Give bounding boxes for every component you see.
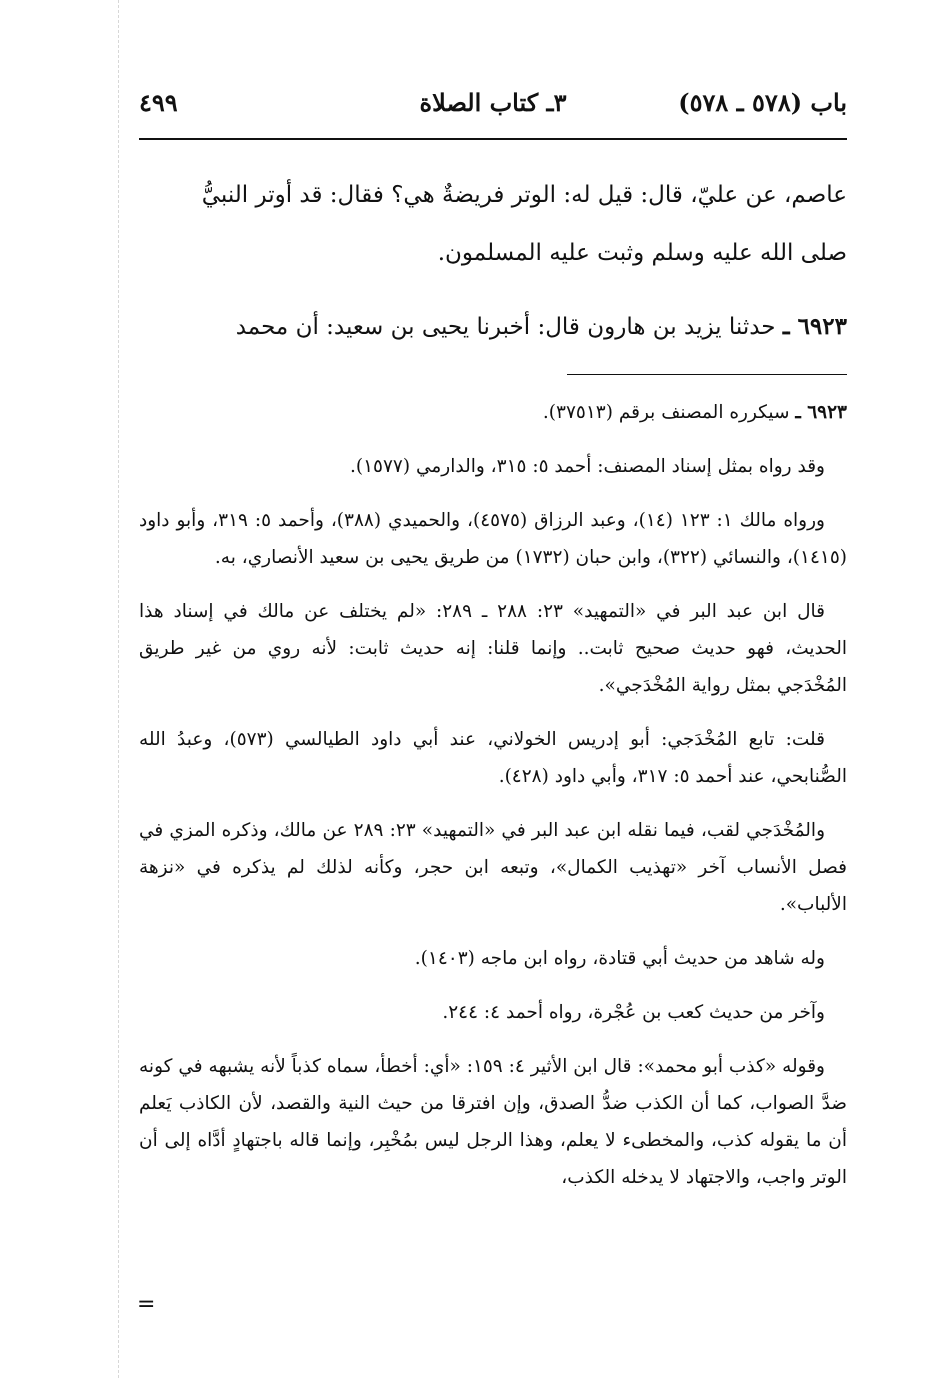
footnote-paragraph: وقد رواه بمثل إسناد المصنف: أحمد ٥: ٣١٥، والدارمي (١٥٧٧). (350, 456, 825, 477)
continuation-mark: = (137, 1292, 156, 1317)
footnote-paragraph: والمُخْدَجي لقب، فيما نقله ابن عبد البر في «التمهيد» ٢٣: ٢٨٩ عن مالك، وذكره المزي في فصل الأنساب آخر «تهذيب الكمال»، وتبعه ابن حجر، وكأنه لذلك لم يذكره في «نزهة الألباب». (139, 820, 847, 915)
footnote-paragraph: وآخر من حديث كعب بن عُجْرة، رواه أحمد ٤: ٢٤٤. (442, 1002, 825, 1023)
footnote-divider (567, 374, 847, 375)
main-text-line (139, 166, 847, 224)
footnote-paragraph: وله شاهد من حديث أبي قتادة، رواه ابن ماجه (١٤٠٣). (414, 948, 825, 969)
footnotes (139, 394, 847, 1213)
main-text (139, 166, 847, 356)
footnote-text: سيكرره المصنف برقم (٣٧٥١٣). (542, 402, 790, 423)
footnote-paragraph: ورواه مالك ١: ١٢٣ (١٤)، وعبد الرزاق (٤٥٧٥)، والحميدي (٣٨٨)، وأحمد ٥: ٣١٩، وأبو داود (١٤١٥)، والنسائي (٣٢٢)، وابن حبان (١٧٣٢) من طريق يحيى بن سعيد الأنصاري، به. (139, 510, 847, 568)
hadith-paragraph (139, 298, 847, 356)
page-number: ٤٩٩ (139, 88, 178, 117)
footnote-paragraph (139, 394, 847, 431)
header-divider (139, 138, 847, 140)
footnote-number: ٦٩٢٣ ـ (795, 402, 847, 423)
chapter-title: باب (٥٧٨ ـ ٥٧٨) (678, 88, 847, 117)
hadith-text: حدثنا يزيد بن هارون قال: أخبرنا يحيى بن سعيد: أن محمد (235, 314, 776, 340)
hadith-number: ٦٩٢٣ ـ (782, 313, 847, 340)
book-title: ٣ـ كتاب الصلاة (419, 88, 567, 117)
running-header (139, 88, 847, 134)
main-line-2: صلى الله عليه وسلم وثبت عليه المسلمون. (437, 240, 847, 266)
footnote-paragraph: قلت: تابع المُخْدَجي: أبو إدريس الخولاني، عند أبي داود الطيالسي (٥٧٣)، وعبدُ الله الصُّنابحي، عند أحمد ٥: ٣١٧، وأبي داود (٤٢٨). (139, 729, 847, 787)
footnote-paragraph: وقوله «كذب أبو محمد»: قال ابن الأثير ٤: ١٥٩: «أي: أخطأ، سماه كذباً لأنه يشبهه في كونه ضدَّ الصواب، كما أن الكذب ضدُّ الصدق، وإن افترقا من حيث النية والقصد، لأن الكاذب يَعلم أن ما يقوله كذب، والمخطىء لا يعلم، وهذا الرجل ليس بمُخْبِر، وإنما قاله باجتهادٍ أدَّاه إلى أن الوتر واجب، والاجتهاد لا يدخله الكذب، (139, 1056, 847, 1188)
footnote-paragraph: قال ابن عبد البر في «التمهيد» ٢٣: ٢٨٨ ـ ٢٨٩: «لم يختلف عن مالك في إسناد هذا الحديث، فهو حديث صحيح ثابت.. وإنما قلنا: إنه حديث ثابت: لأنه روي من غير طريق المُخْدَجي بمثل رواية المُخْدَجي». (139, 601, 847, 696)
main-text-line (139, 224, 847, 282)
main-line-1: عاصم، عن عليّ، قال: قيل له: الوتر فريضةٌ هي؟ فقال: قد أوتر النبيُّ (201, 182, 847, 208)
page-margin-guide (118, 0, 119, 1378)
